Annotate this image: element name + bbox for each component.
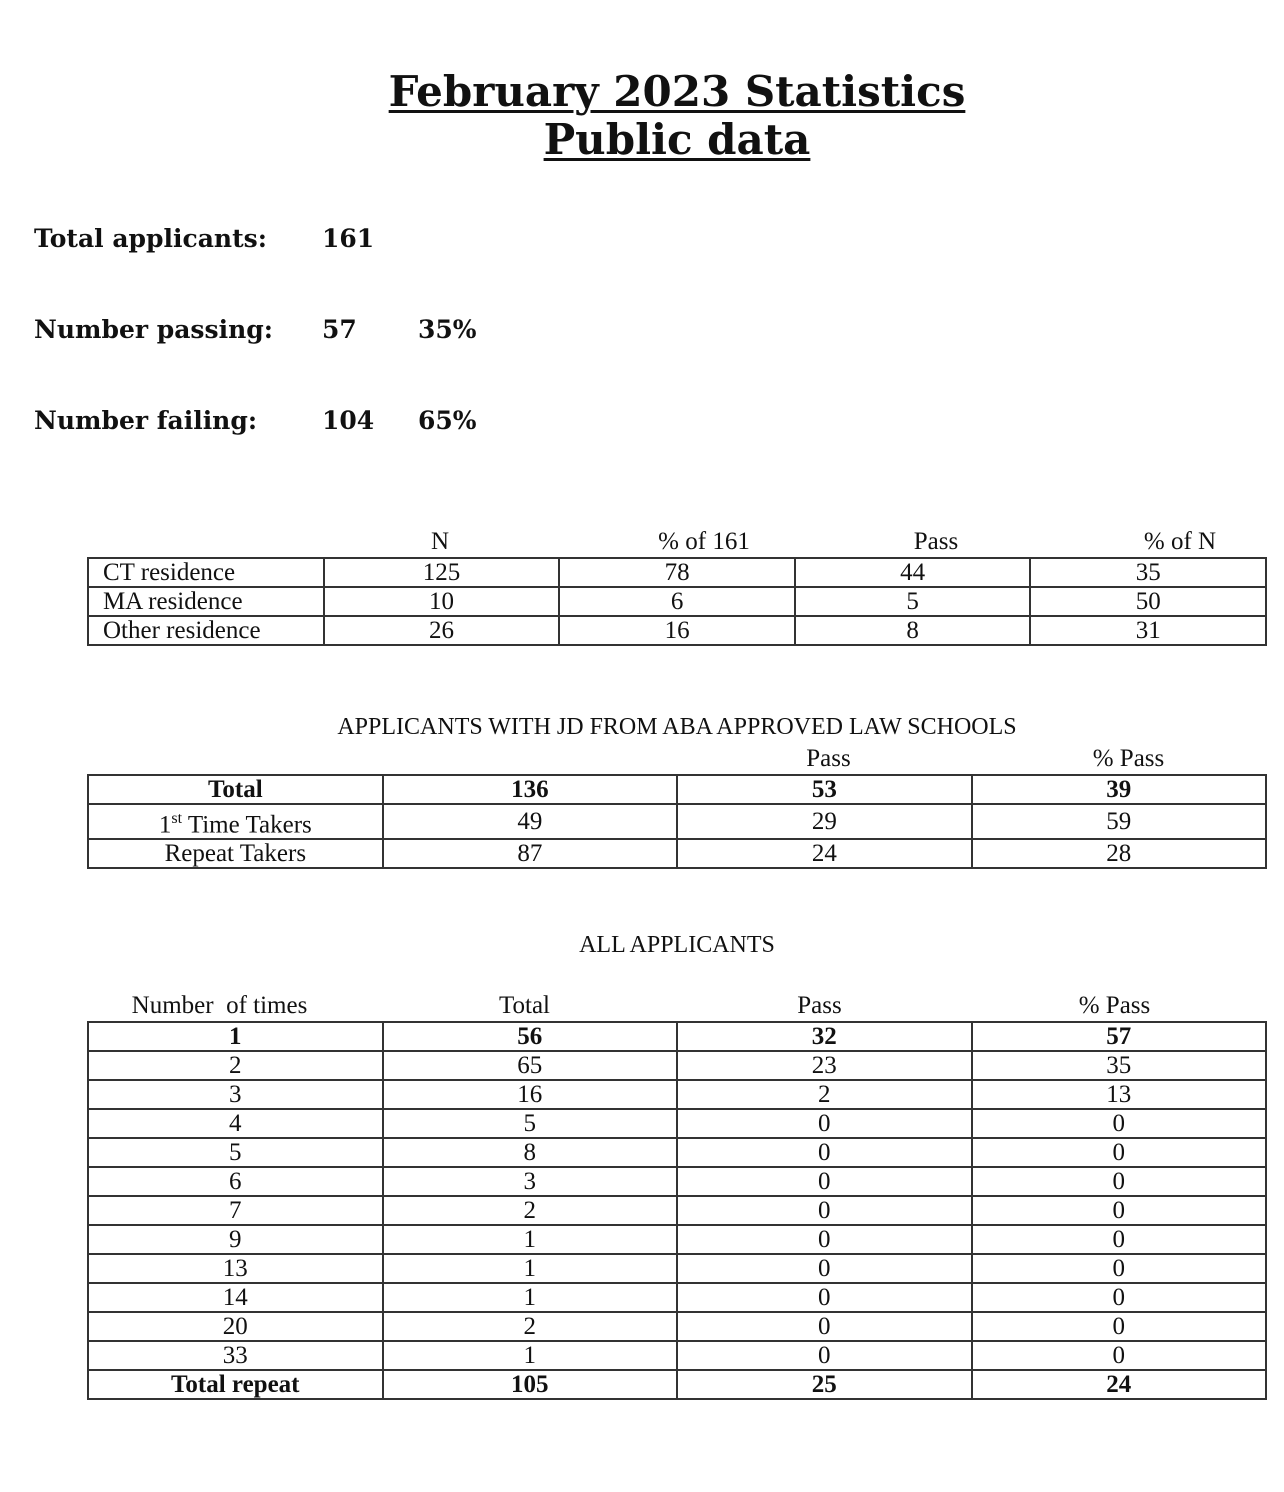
times-cell: 13: [88, 1254, 383, 1283]
residence-pass: 8: [795, 616, 1031, 645]
aba-pct: 59: [972, 804, 1266, 839]
pass-cell: 0: [677, 1138, 971, 1167]
table-row: [88, 1196, 1266, 1225]
table-row: [88, 1022, 1266, 1051]
aba-pass: 53: [677, 775, 971, 804]
residence-label: CT residence: [88, 558, 324, 587]
title-line-1: February 2023 Statistics: [388, 67, 966, 116]
pass-cell: 32: [677, 1022, 971, 1051]
pass-cell: 0: [677, 1312, 971, 1341]
aba-label-number: 1: [158, 811, 172, 839]
table-row: [88, 1312, 1266, 1341]
total-cell: 1: [383, 1225, 677, 1254]
table-row: [88, 1080, 1266, 1109]
residence-table: [87, 557, 1267, 646]
total-applicants-label: Total applicants:: [34, 224, 267, 253]
aba-label: Repeat Takers: [88, 839, 383, 868]
pct-cell: 13: [972, 1080, 1267, 1109]
aba-caption: APPLICANTS WITH JD FROM ABA APPROVED LAW SCHOOLS: [337, 714, 1017, 740]
aba-table: [87, 774, 1267, 869]
times-cell: 33: [88, 1341, 383, 1370]
residence-pct: 78: [559, 558, 795, 587]
number-failing-label: Number failing:: [34, 406, 258, 435]
aba-pct: 28: [972, 839, 1266, 868]
total-cell: 8: [383, 1138, 677, 1167]
aba-label-text: Time Takers: [182, 811, 312, 839]
pass-cell: 0: [677, 1167, 971, 1196]
total-cell: 1: [383, 1341, 677, 1370]
pass-cell: 0: [677, 1341, 971, 1370]
pass-cell: 0: [677, 1196, 971, 1225]
number-failing-pct: 65%: [418, 406, 477, 435]
all-caption: ALL APPLICANTS: [579, 932, 775, 958]
all-applicants-table: [87, 1021, 1267, 1400]
pct-cell: 0: [972, 1312, 1267, 1341]
table-row: [88, 1283, 1266, 1312]
total-cell: 1: [383, 1283, 677, 1312]
total-cell: 2: [383, 1196, 677, 1225]
pct-cell: 57: [972, 1022, 1267, 1051]
aba-label-suffix: st: [171, 810, 183, 827]
total-cell: 65: [383, 1051, 677, 1080]
table-row: [88, 1109, 1266, 1138]
total-cell: 16: [383, 1080, 677, 1109]
total-cell: 2: [383, 1312, 677, 1341]
times-cell: 9: [88, 1225, 383, 1254]
total-cell: 5: [383, 1109, 677, 1138]
number-passing-label: Number passing:: [34, 315, 273, 344]
residence-header-n: N: [430, 528, 450, 555]
table-row: [88, 587, 1266, 616]
residence-pass: 44: [795, 558, 1031, 587]
pct-cell: 0: [972, 1283, 1267, 1312]
residence-label: Other residence: [88, 616, 324, 645]
residence-header-pct161: % of 161: [658, 528, 750, 555]
number-passing-pct: 35%: [418, 315, 477, 344]
table-row: [88, 1341, 1266, 1370]
aba-pass: 24: [677, 839, 971, 868]
pass-cell: 0: [677, 1109, 971, 1138]
pass-cell: 0: [677, 1254, 971, 1283]
table-row: [88, 839, 1266, 868]
all-header-pass: Pass: [797, 992, 842, 1019]
table-row: [88, 1167, 1266, 1196]
table-row: [88, 1051, 1266, 1080]
title-line-2: Public data: [543, 115, 811, 164]
residence-pct: 6: [559, 587, 795, 616]
number-passing-value: 57: [322, 315, 357, 344]
residence-header-pctn: % of N: [1143, 528, 1217, 555]
times-cell: 5: [88, 1138, 383, 1167]
total-repeat-pct: 24: [972, 1370, 1267, 1399]
table-row: [88, 1225, 1266, 1254]
table-row: [88, 804, 1266, 839]
times-cell: 7: [88, 1196, 383, 1225]
total-repeat-total: 105: [383, 1370, 677, 1399]
aba-total: 136: [383, 775, 677, 804]
all-header-total: Total: [498, 992, 550, 1019]
times-cell: 14: [88, 1283, 383, 1312]
total-repeat-row: [88, 1370, 1266, 1399]
table-row: [88, 558, 1266, 587]
number-failing-value: 104: [322, 406, 375, 435]
total-cell: 3: [383, 1167, 677, 1196]
aba-total: 49: [383, 804, 677, 839]
total-repeat-label: Total repeat: [88, 1370, 383, 1399]
residence-n: 125: [324, 558, 560, 587]
total-cell: 1: [383, 1254, 677, 1283]
table-row: [88, 1254, 1266, 1283]
pct-cell: 0: [972, 1254, 1267, 1283]
pct-cell: 0: [972, 1138, 1267, 1167]
all-header-times: Number of times: [131, 992, 308, 1019]
aba-pct: 39: [972, 775, 1266, 804]
times-cell: 20: [88, 1312, 383, 1341]
total-applicants-value: 161: [322, 224, 375, 253]
residence-pct-n: 35: [1030, 558, 1266, 587]
times-cell: 2: [88, 1051, 383, 1080]
total-repeat-pass: 25: [677, 1370, 971, 1399]
residence-pass: 5: [795, 587, 1031, 616]
aba-pass: 29: [677, 804, 971, 839]
residence-header-pass: Pass: [913, 528, 959, 555]
pass-cell: 23: [677, 1051, 971, 1080]
aba-header-pass: Pass: [806, 745, 851, 772]
residence-pct: 16: [559, 616, 795, 645]
pct-cell: 0: [972, 1225, 1267, 1254]
residence-pct-n: 50: [1030, 587, 1266, 616]
pct-cell: 0: [972, 1167, 1267, 1196]
aba-label: Total: [88, 775, 383, 804]
aba-header-pct: % Pass: [1092, 745, 1165, 772]
pct-cell: 0: [972, 1196, 1267, 1225]
times-cell: 6: [88, 1167, 383, 1196]
table-row: [88, 616, 1266, 645]
aba-label: [88, 804, 383, 839]
times-cell: 4: [88, 1109, 383, 1138]
aba-total: 87: [383, 839, 677, 868]
pass-cell: 0: [677, 1283, 971, 1312]
pct-cell: 0: [972, 1341, 1267, 1370]
residence-n: 26: [324, 616, 560, 645]
total-cell: 56: [383, 1022, 677, 1051]
pass-cell: 2: [677, 1080, 971, 1109]
pct-cell: 35: [972, 1051, 1267, 1080]
residence-pct-n: 31: [1030, 616, 1266, 645]
table-row: [88, 1138, 1266, 1167]
all-header-pct: % Pass: [1078, 992, 1151, 1019]
pct-cell: 0: [972, 1109, 1267, 1138]
residence-label: MA residence: [88, 587, 324, 616]
times-cell: 3: [88, 1080, 383, 1109]
residence-n: 10: [324, 587, 560, 616]
table-row: [88, 775, 1266, 804]
pass-cell: 0: [677, 1225, 971, 1254]
times-cell: 1: [88, 1022, 383, 1051]
page-title: [0, 68, 1284, 164]
